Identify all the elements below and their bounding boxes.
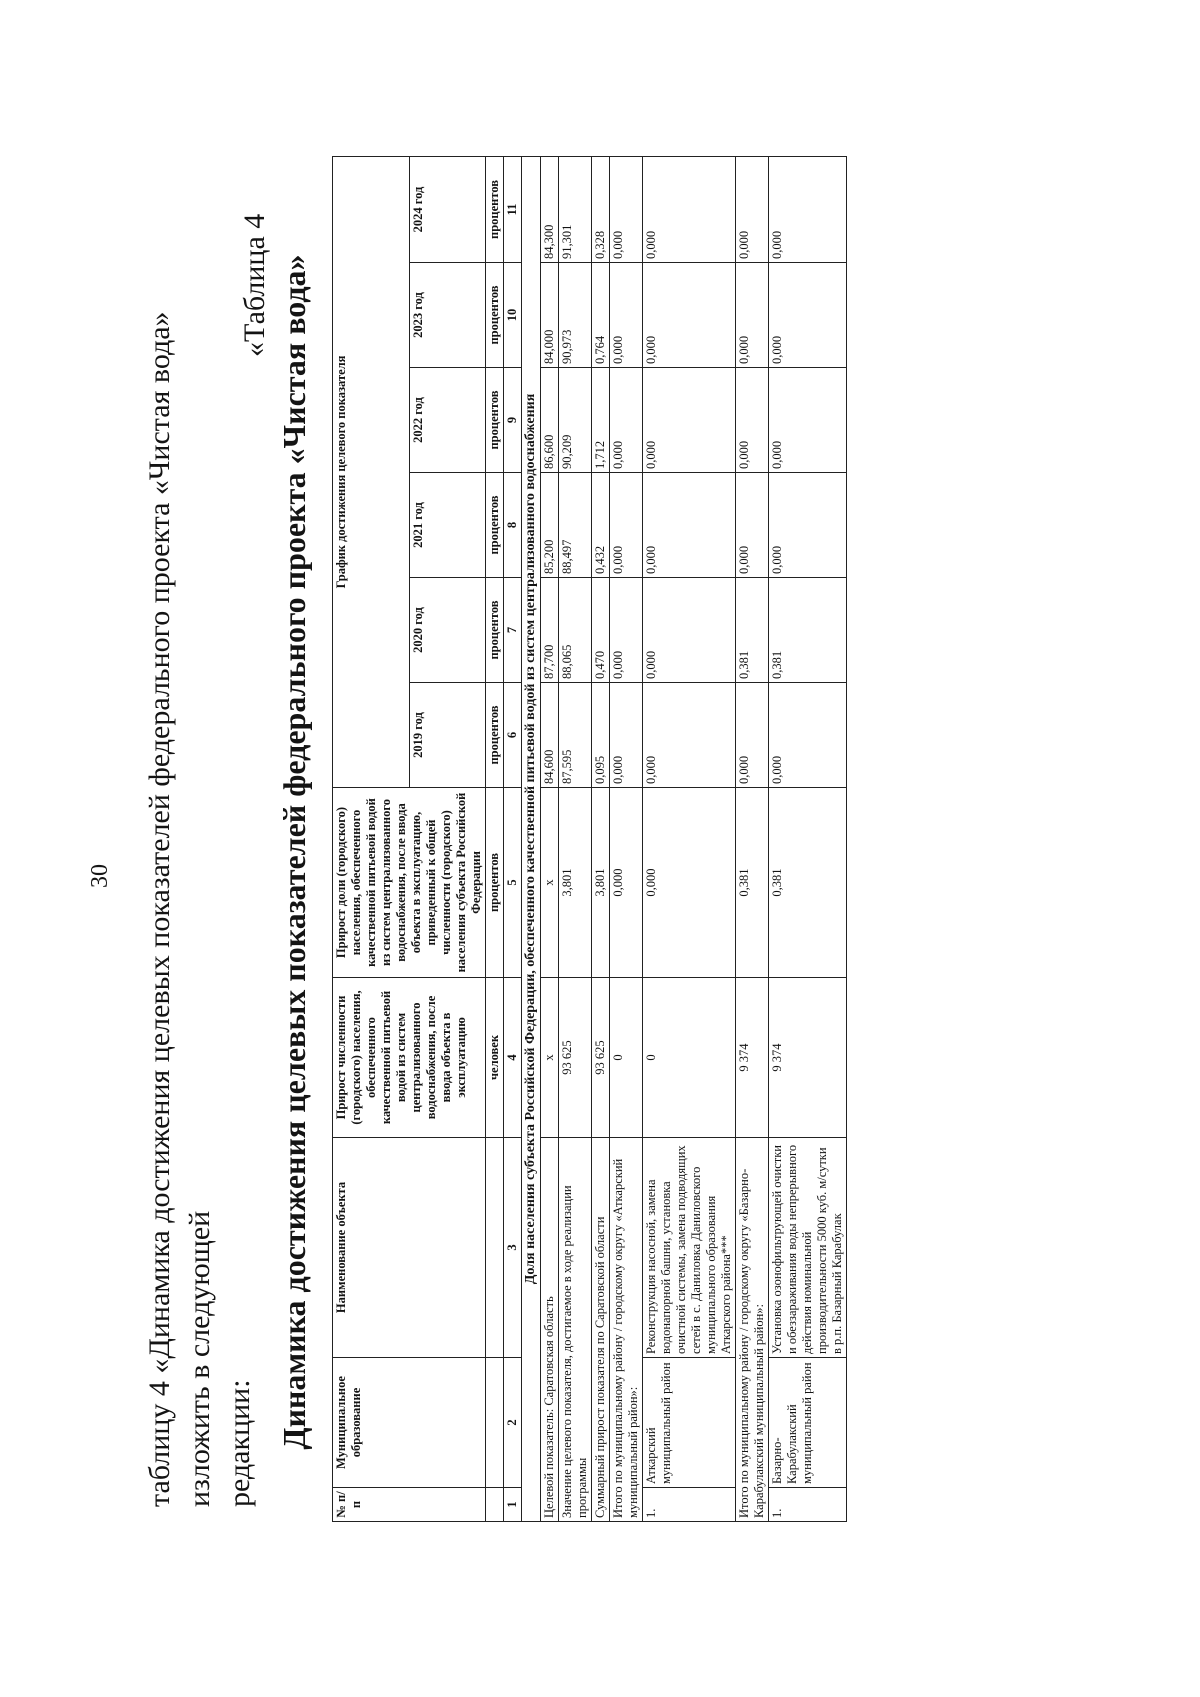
cell-people: 0 — [610, 978, 643, 1138]
header-year: 2021 год — [409, 473, 486, 578]
cell-value: 0,000 — [643, 683, 736, 788]
cell-share: 0,381 — [769, 788, 847, 978]
row-label: Значение целевого показателя, достигаемое в ходе реализации программы — [559, 1138, 592, 1522]
table-row-program — [559, 156, 592, 1521]
cell-value: 0,000 — [736, 683, 769, 788]
cell-value: 91,301 — [559, 156, 592, 262]
header-schedule: График достижения целевого показателя — [333, 156, 410, 787]
table-row-atkarsk-total — [610, 156, 643, 1521]
cell-share: 0,000 — [610, 788, 643, 978]
unit-percent: процентов — [486, 473, 504, 578]
cell-value: 0,000 — [643, 263, 736, 368]
table-row-atkarsk-object — [643, 156, 736, 1521]
header-no: № п/п — [333, 1488, 486, 1522]
cell-value: 0,000 — [643, 473, 736, 578]
header-row-1 — [333, 156, 410, 1521]
cell-value: 0,000 — [610, 156, 643, 262]
cell-value: 0,000 — [736, 263, 769, 368]
cell-value: 84,000 — [541, 263, 559, 368]
cell-value: 0,764 — [592, 263, 610, 368]
cell-share: 0,381 — [736, 788, 769, 978]
cell-value: 0,095 — [592, 683, 610, 788]
row-object: Реконструкция насосной, замена водонапорной башни, установка очистной системы, замена подводящих сетей в с. Даниловка Даниловского муниципального образования Аткарского района*** — [643, 1138, 736, 1358]
cell-value: 0,000 — [610, 368, 643, 473]
table-label: «Таблица 4 — [238, 213, 271, 357]
table-row-target — [541, 156, 559, 1521]
cell-people: х — [541, 978, 559, 1138]
cell-people: 9 374 — [736, 978, 769, 1138]
cell-value: 90,973 — [559, 263, 592, 368]
cell-value: 85,200 — [541, 473, 559, 578]
col-number: 5 — [504, 788, 522, 978]
header-object: Наименование объекта — [333, 1138, 486, 1358]
row-label: Итого по муниципальному району / городскому округу «Базарно-Карабулакский муниципальный район»: — [736, 1138, 769, 1522]
cell-value: 87,700 — [541, 578, 559, 683]
col-number: 9 — [504, 368, 522, 473]
header-year: 2022 год — [409, 368, 486, 473]
row-object: Установка озонофильтрующей очистки и обеззараживания воды непрерывного действия номинальной производительности 5000 куб. м/сутки в р.п. Базарный Карабулак — [769, 1138, 847, 1358]
col-number: 4 — [504, 978, 522, 1138]
unit-percent: процентов — [486, 578, 504, 683]
unit-people: человек — [486, 978, 504, 1138]
cell-value: 88,065 — [559, 578, 592, 683]
section-row — [522, 156, 541, 1521]
cell-people: 93 625 — [559, 978, 592, 1138]
table-row-total-growth — [592, 156, 610, 1521]
unit-percent: процентов — [486, 368, 504, 473]
row-label: Целевой показатель: Саратовская область — [541, 1138, 559, 1522]
col-number: 8 — [504, 473, 522, 578]
cell-value: 0,381 — [736, 578, 769, 683]
cell-value: 0,000 — [610, 578, 643, 683]
col-number: 11 — [504, 156, 522, 262]
cell-value: 0,328 — [592, 156, 610, 262]
cell-value: 87,595 — [559, 683, 592, 788]
cell-value: 0,381 — [769, 578, 847, 683]
cell-value: 84,300 — [541, 156, 559, 262]
cell-value: 0,000 — [736, 368, 769, 473]
header-municipality: Муниципальное образование — [333, 1358, 486, 1488]
cell-value: 0,000 — [769, 683, 847, 788]
cell-value: 90,209 — [559, 368, 592, 473]
cell-people: 93 625 — [592, 978, 610, 1138]
cell-value: 0,000 — [643, 578, 736, 683]
row-number: 1. — [643, 1488, 736, 1522]
row-label: Суммарный прирост показателя по Саратовской области — [592, 1138, 610, 1522]
col-number: 2 — [504, 1358, 522, 1488]
header-year: 2023 год — [409, 263, 486, 368]
intro-paragraph — [140, 207, 260, 1507]
cell-value: 0,000 — [769, 156, 847, 262]
row-label: Итого по муниципальному району / городскому округу «Аткарский муниципальный район»: — [610, 1138, 643, 1522]
col-number: 6 — [504, 683, 522, 788]
indicator-table-wrap — [332, 157, 847, 1522]
cell-share: х — [541, 788, 559, 978]
cell-share: 0,000 — [643, 788, 736, 978]
col-number: 10 — [504, 263, 522, 368]
unit-percent: процентов — [486, 788, 504, 978]
cell-value: 88,497 — [559, 473, 592, 578]
cell-value: 84,600 — [541, 683, 559, 788]
intro-line-2: редакции: — [223, 1379, 256, 1507]
cell-value: 0,000 — [736, 473, 769, 578]
cell-value: 0,000 — [610, 473, 643, 578]
table-row-bazarno-object — [769, 156, 847, 1521]
col-number: 7 — [504, 578, 522, 683]
cell-value: 0,000 — [769, 368, 847, 473]
header-year: 2019 год — [409, 683, 486, 788]
cell-value: 0,000 — [643, 368, 736, 473]
header-pop-growth: Прирост численности (городского) населения, обеспеченного качественной питьевой водой из систем централизованного водоснабжения, после ввода объекта в эксплуатацию — [333, 978, 486, 1138]
cell-value: 0,000 — [610, 683, 643, 788]
header-row-numbers — [504, 156, 522, 1521]
cell-people: 0 — [643, 978, 736, 1138]
unit-percent: процентов — [486, 156, 504, 262]
cell-value: 0,000 — [769, 263, 847, 368]
table-row-bazarno-total — [736, 156, 769, 1521]
cell-value: 0,000 — [736, 156, 769, 262]
header-year: 2020 год — [409, 578, 486, 683]
cell-share: 3,801 — [592, 788, 610, 978]
col-number: 1 — [504, 1488, 522, 1522]
cell-value: 86,600 — [541, 368, 559, 473]
header-share-growth: Прирост доли (городского) населения, обеспеченного качественной питьевой водой из систем централизованного водоснабжения, после ввода объекта в эксплуатацию, приведенный к общей численности (городского) населения субъекта Российской Федерации — [333, 788, 486, 978]
cell-value: 0,470 — [592, 578, 610, 683]
unit-percent: процентов — [486, 683, 504, 788]
page-number: 30 — [87, 864, 113, 888]
indicator-table — [332, 156, 847, 1522]
row-municipality: Базарно-Карабулакский муниципальный район — [769, 1358, 847, 1488]
col-number: 3 — [504, 1138, 522, 1358]
unit-percent: процентов — [486, 263, 504, 368]
row-number: 1. — [769, 1488, 847, 1522]
row-municipality: Аткарский муниципальный район — [643, 1358, 736, 1488]
table-title: Динамика достижения целевых показателей федерального проекта «Чистая вода» — [276, 254, 312, 1450]
cell-value: 0,000 — [643, 156, 736, 262]
intro-line-1: таблицу 4 «Динамика достижения целевых показателей федерального проекта «Чистая вода» изложить в следующей — [143, 311, 216, 1507]
cell-value: 0,000 — [610, 263, 643, 368]
header-row-units — [486, 156, 504, 1521]
section-title: Доля населения субъекта Российской Федерации, обеспеченного качественной питьевой водой из систем централизованного водоснабжения — [522, 156, 541, 1521]
cell-value: 0,432 — [592, 473, 610, 578]
cell-value: 0,000 — [769, 473, 847, 578]
header-year: 2024 год — [409, 156, 486, 262]
cell-share: 3,801 — [559, 788, 592, 978]
cell-people: 9 374 — [769, 978, 847, 1138]
cell-value: 1,712 — [592, 368, 610, 473]
